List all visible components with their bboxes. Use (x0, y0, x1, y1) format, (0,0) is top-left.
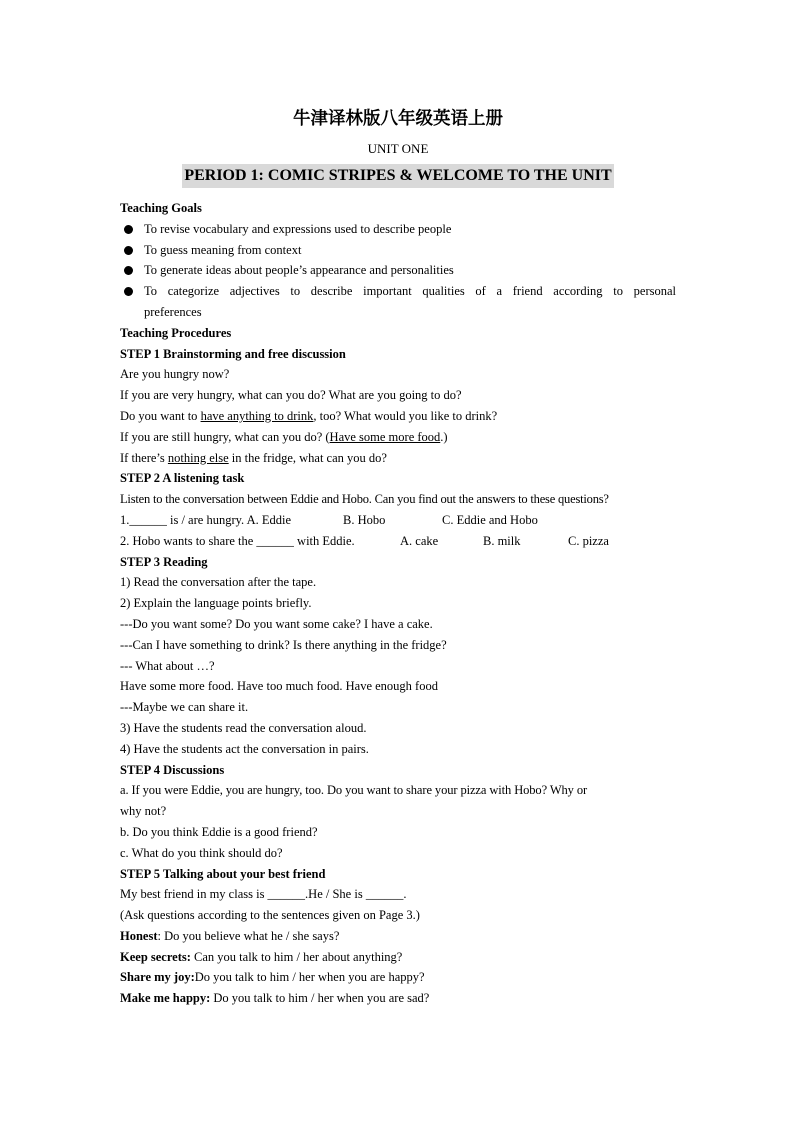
step5-line: My best friend in my class is ______.He / She is ______. (120, 887, 407, 902)
step4-line: b. Do you think Eddie is a good friend? (120, 824, 318, 839)
document-title: 牛津译林版八年级英语上册 (293, 109, 503, 129)
step4-heading: STEP 4 Discussions (120, 762, 225, 777)
step2-question: 2. Hobo wants to share the ______ with Eddie. A. cake B. milk C. pizza (120, 533, 609, 548)
goal-item-continuation: preferences (144, 304, 202, 319)
step3-line: ---Maybe we can share it. (120, 700, 249, 715)
goal-item: To categorize adjectives to describe important qualities of a friend according to personal (120, 281, 676, 302)
step5-line: (Ask questions according to the sentences given on Page 3.) (120, 908, 420, 923)
step3-line: 4) Have the students act the conversation in pairs. (120, 741, 369, 756)
step3-line: 1) Read the conversation after the tape. (120, 575, 317, 590)
bullet-icon (124, 246, 133, 255)
step4-line: c. What do you think should do? (120, 845, 283, 860)
quality-item: Share my joy:Do you talk to him / her when you are happy? (120, 970, 425, 985)
period-heading-wrap (120, 164, 676, 188)
step3-line: 3) Have the students read the conversation aloud. (120, 720, 367, 735)
step3-heading: STEP 3 Reading (120, 554, 208, 569)
step4-line: a. If you were Eddie, you are hungry, too. Do you want to share your pizza with Hobo? Why or (120, 783, 588, 798)
step1-line: If you are very hungry, what can you do? What are you going to do? (120, 388, 462, 403)
goal-item: To guess meaning from context (120, 240, 676, 261)
step2-heading: STEP 2 A listening task (120, 471, 245, 486)
procedures-heading: Teaching Procedures (120, 325, 232, 340)
step1-line: If there’s nothing else in the fridge, what can you do? (120, 450, 387, 465)
step2-question: 1.______ is / are hungry. A. Eddie B. Hobo C. Eddie and Hobo (120, 512, 538, 527)
step4-line: why not? (120, 804, 167, 819)
step3-line: ---Do you want some? Do you want some cake? I have a cake. (120, 616, 433, 631)
step3-line: Have some more food. Have too much food. Have enough food (120, 679, 438, 694)
bullet-icon (124, 225, 133, 234)
bullet-icon (124, 287, 133, 296)
quality-item: Honest: Do you believe what he / she says? (120, 928, 340, 943)
step3-line: ---Can I have something to drink? Is there anything in the fridge? (120, 637, 447, 652)
goals-heading: Teaching Goals (120, 201, 202, 215)
quality-item: Keep secrets: Can you talk to him / her about anything? (120, 949, 403, 964)
bullet-icon (124, 266, 133, 275)
step3-line: --- What about …? (120, 658, 215, 673)
step1-line: Are you hungry now? (120, 367, 230, 382)
unit-heading: UNIT ONE (367, 141, 429, 156)
step3-line: 2) Explain the language points briefly. (120, 596, 312, 611)
step1-line: Do you want to have anything to drink, too? What would you like to drink? (120, 408, 498, 423)
goal-item: To revise vocabulary and expressions used to describe people (120, 219, 676, 240)
period-heading: PERIOD 1: COMIC STRIPES & WELCOME TO THE UNIT (182, 164, 613, 188)
goal-item: To generate ideas about people’s appearance and personalities (120, 260, 676, 281)
step1-heading: STEP 1 Brainstorming and free discussion (120, 346, 346, 361)
step2-line: Listen to the conversation between Eddie and Hobo. Can you find out the answers to these questions? (120, 492, 609, 507)
step5-heading: STEP 5 Talking about your best friend (120, 866, 326, 881)
quality-item: Make me happy: Do you talk to him / her when you are sad? (120, 991, 430, 1006)
document-page (120, 106, 676, 1009)
step1-line: If you are still hungry, what can you do? (Have some more food.) (120, 429, 448, 444)
